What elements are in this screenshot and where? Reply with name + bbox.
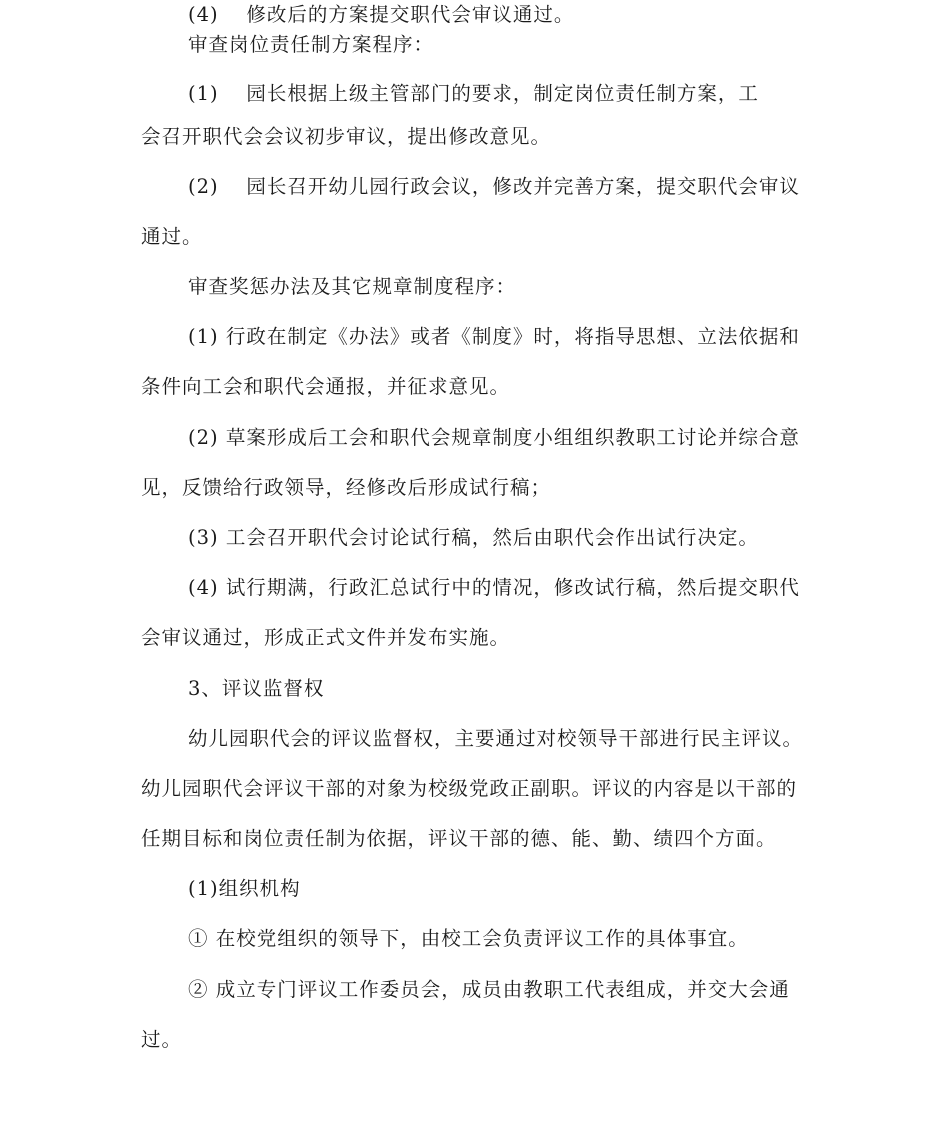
text-line: (1) 园长根据上级主管部门的要求，制定岗位责任制方案，工: [188, 82, 759, 105]
text-line: 见，反馈给行政领导，经修改后形成试行稿；: [141, 476, 552, 499]
text-line: 通过。: [141, 225, 203, 248]
text-line: ② 成立专门评议工作委员会，成员由教职工代表组成，并交大会通: [188, 978, 790, 1001]
text-line: 幼儿园职代会评议干部的对象为校级党政正副职。评议的内容是以干部的: [141, 777, 798, 800]
text-line: ① 在校党组织的领导下，由校工会负责评议工作的具体事宜。: [188, 927, 749, 950]
text-line: (2) 草案形成后工会和职代会规章制度小组组织教职工讨论并综合意: [188, 426, 800, 449]
text-line: (4) 试行期满，行政汇总试行中的情况，修改试行稿，然后提交职代: [188, 576, 800, 599]
text-line: 会召开职代会会议初步审议，提出修改意见。: [141, 125, 552, 148]
section-heading: 3、评议监督权: [188, 677, 325, 700]
text-line: (4) 修改后的方案提交职代会审议通过。: [188, 3, 575, 26]
text-line: 过。: [141, 1028, 183, 1051]
text-line: 条件向工会和职代会通报，并征求意见。: [141, 375, 511, 398]
text-line: 任期目标和岗位责任制为依据，评议干部的德、能、勤、绩四个方面。: [141, 827, 777, 850]
sub-heading: (1)组织机构: [188, 877, 301, 900]
section-heading: 审查岗位责任制方案程序：: [188, 33, 435, 56]
text-line: (1) 行政在制定《办法》或者《制度》时，将指导思想、立法依据和: [188, 325, 800, 348]
text-line: (3) 工会召开职代会讨论试行稿，然后由职代会作出试行决定。: [188, 526, 759, 549]
text-line: (2) 园长召开幼儿园行政会议，修改并完善方案，提交职代会审议: [188, 175, 800, 198]
text-line: 幼儿园职代会的评议监督权，主要通过对校领导干部进行民主评议。: [188, 727, 804, 750]
text-line: 会审议通过，形成正式文件并发布实施。: [141, 626, 511, 649]
section-heading: 审查奖惩办法及其它规章制度程序：: [188, 275, 517, 298]
